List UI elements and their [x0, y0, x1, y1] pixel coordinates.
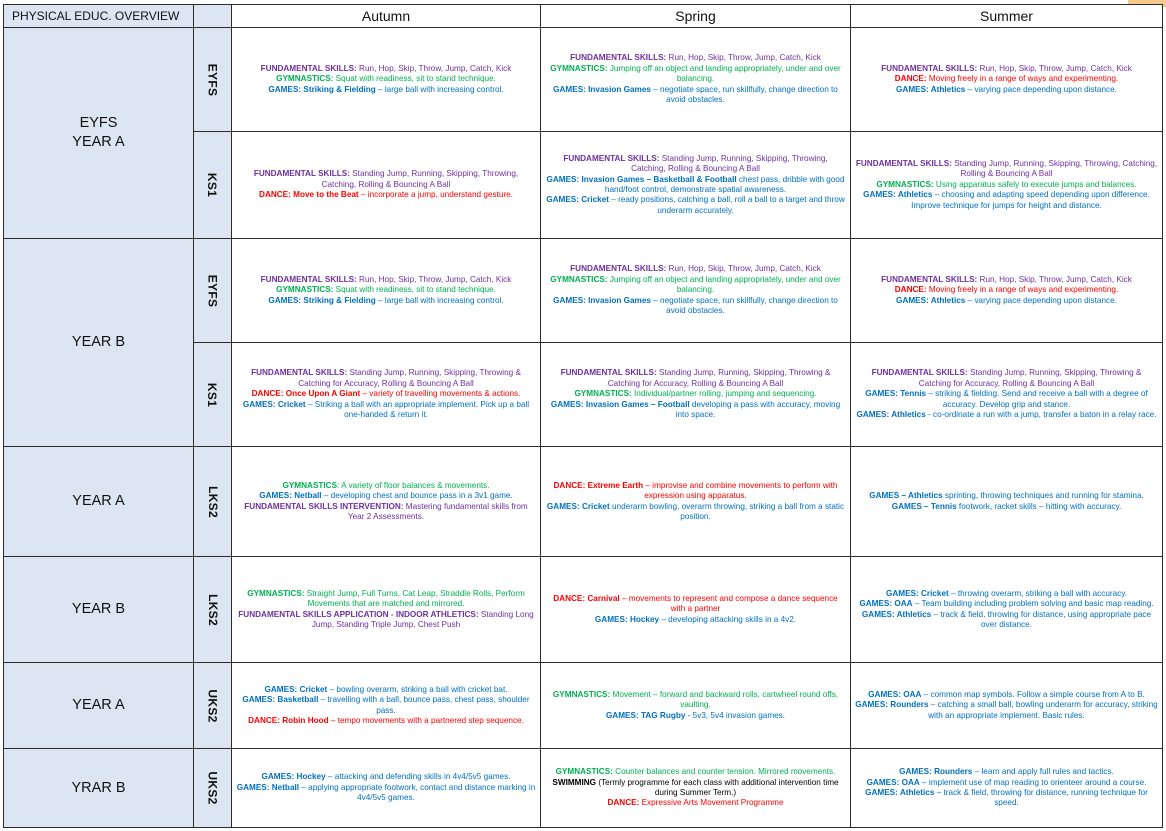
activity-line [855, 690, 1158, 700]
spring-cell [541, 663, 851, 749]
activity-text: – varying pace depending upon distance. [965, 84, 1117, 94]
table-row [4, 749, 1163, 828]
activity-line [855, 491, 1158, 501]
key-stage-cell [194, 663, 232, 749]
autumn-cell [232, 447, 541, 557]
activity-label: GAMES: Cricket [885, 588, 949, 598]
activity-line [236, 85, 536, 95]
activity-label: GAMES: OAA [859, 599, 913, 609]
activity-line [236, 481, 536, 491]
activity-line [855, 296, 1158, 306]
activity-label: GAMES: Rounders [855, 700, 929, 710]
activity-label: GYMNASTICS: [276, 285, 334, 295]
activity-label: DANCE: Extreme Earth [553, 480, 644, 490]
activity-line [855, 589, 1158, 599]
autumn-cell [232, 557, 541, 663]
autumn-cell [232, 343, 541, 447]
activity-line [236, 169, 536, 190]
activity-label: GAMES: Cricket [546, 501, 610, 511]
activity-text: Standing Jump, Running, Skipping, Throwing, Catching, Rolling & Bouncing A Ball [631, 153, 828, 174]
activity-line [236, 610, 536, 631]
activity-line [545, 711, 846, 721]
activity-text: Moving freely in a range of ways and experimenting. [926, 285, 1119, 295]
activity-text: – throwing overarm, striking a ball with accuracy. [948, 588, 1128, 598]
summer-cell [851, 132, 1163, 239]
activity-line [236, 296, 536, 306]
activity-text: – tempo movements with a partnered step sequence. [328, 715, 524, 725]
activity-text: – attacking and defending skills in 4v4/5v5 games. [325, 772, 511, 782]
activity-line [545, 264, 846, 274]
activity-text: Squat with readiness, sit to stand technique. [333, 285, 496, 295]
season-header-autumn: Autumn [232, 5, 541, 28]
activity-text: Standing Jump, Running, Skipping, Throwing & Catching for Accuracy, Rolling & Bouncing A Ball [918, 368, 1142, 388]
activity-label: GAMES: Basketball [242, 695, 319, 705]
activity-line [545, 175, 846, 196]
activity-text: – applying appropriate footwork, contact and distance marking in 4v4/5v5 games. [299, 782, 536, 803]
season-header-spring: Spring [541, 5, 851, 28]
activity-line [855, 74, 1158, 84]
activity-line [855, 599, 1158, 609]
activity-line [545, 389, 846, 399]
activity-label: GAMES: Athletics [896, 84, 966, 94]
activity-line [855, 180, 1158, 190]
key-stage-cell [194, 239, 232, 343]
activity-text: – striking & fielding. Send and receive a ball with a degree of accuracy. Develop grip and stance. [926, 389, 1148, 409]
activity-text: Run, Hop, Skip, Throw, Jump, Catch, Kick [666, 264, 821, 274]
activity-line [545, 296, 846, 317]
activity-text: developing a pass with accuracy, moving into space. [675, 399, 841, 420]
activity-label: GYMNASTICS: [552, 689, 611, 699]
activity-line [236, 491, 536, 501]
activity-line [855, 389, 1158, 410]
activity-text: Using apparatus safely to execute jumps and balances. [933, 179, 1137, 189]
activity-label: GAMES: Invasion Games – Basketball & Football [546, 174, 737, 184]
activity-text: – large ball with increasing control. [375, 84, 504, 94]
activity-line [236, 589, 536, 610]
activity-line [855, 700, 1158, 721]
activity-line [855, 285, 1158, 295]
key-stage-label: LKS2 [205, 485, 220, 518]
activity-text: Standing Jump, Running, Skipping, Throwing, Catching, Rolling & Bouncing A Ball [321, 169, 519, 189]
activity-label: FUNDAMENTAL SKILLS: [253, 169, 350, 179]
activity-line [545, 690, 846, 711]
activity-line [545, 767, 846, 777]
activity-text: – large ball with increasing control. [375, 295, 504, 305]
activity-line [855, 502, 1158, 512]
activity-text: – Striking a ball with an appropriate implement. Pick up a ball one-handed & return it. [305, 399, 530, 420]
activity-text: - co-ordinate a run with a jump, transfer a baton in a relay race. [925, 410, 1157, 420]
activity-label: DANCE: [894, 285, 927, 295]
table-row [4, 663, 1163, 749]
activity-line [545, 502, 846, 523]
activity-line [545, 195, 846, 216]
year-label: YEAR B [4, 557, 194, 663]
activity-text: Run, Hop, Skip, Throw, Jump, Catch, Kick [356, 63, 512, 73]
activity-label: GYMNASTICS: [550, 274, 608, 284]
activity-label: GAMES: Athletics [865, 788, 935, 797]
activity-label: GAMES: Striking & Fielding [268, 84, 376, 94]
activity-label: FUNDAMENTAL SKILLS: [570, 264, 667, 274]
summer-cell [851, 447, 1163, 557]
activity-line [236, 695, 536, 716]
activity-label: DANCE: [607, 798, 640, 808]
table-title: PHYSICAL EDUC. OVERVIEW [4, 5, 194, 28]
key-stage-label: LKS2 [205, 593, 220, 626]
activity-label: GAMES: Tennis [865, 389, 927, 399]
activity-label: GAMES: Hockey [261, 772, 326, 782]
activity-label: GAMES: Rounders [899, 767, 973, 777]
activity-line [545, 64, 846, 85]
activity-line [236, 74, 536, 84]
key-stage-label: UKS2 [205, 771, 220, 805]
header-row [4, 5, 1163, 28]
activity-label: FUNDAMENTAL SKILLS: [881, 63, 978, 73]
activity-text: Expressive Arts Movement Programme [639, 798, 784, 808]
activity-text: – travelling with a ball, bounce pass, chest pass, shoulder pass. [318, 695, 530, 715]
activity-line [855, 64, 1158, 74]
activity-text: – negotiate space, run skillfully, change direction to avoid obstacles. [650, 84, 838, 105]
activity-text: – developing chest and bounce pass in a 3v1 game. [321, 491, 513, 501]
activity-label: GAMES: Cricket [546, 195, 610, 205]
activity-label: DANCE: Once Upon A Giant [251, 389, 361, 399]
activity-line [236, 502, 536, 523]
summer-cell [851, 28, 1163, 132]
summer-cell [851, 663, 1163, 749]
activity-line [236, 285, 536, 295]
activity-label: FUNDAMENTAL SKILLS: [563, 153, 660, 163]
activity-line [855, 190, 1158, 211]
activity-line [236, 190, 536, 200]
activity-label: GYMNASTICS [282, 480, 338, 490]
spring-cell [541, 343, 851, 447]
activity-text: Standing Jump, Running, Skipping, Throwing, Catching, Rolling & Bouncing A Ball [952, 158, 1158, 179]
activity-label: GYMNASTICS: [247, 588, 305, 598]
activity-line [545, 778, 846, 799]
activity-line [236, 685, 536, 695]
activity-text: – Team building including problem solving and basic map reading. [912, 599, 1154, 609]
activity-text: - 5v3, 5v4 invasion games. [685, 710, 786, 720]
activity-text: Run, Hop, Skip, Throw, Jump, Catch, Kick [356, 274, 512, 284]
activity-text: – negotiate space, run skillfully, change direction to avoid obstacles. [650, 295, 838, 316]
activity-label: GYMNASTICS: [574, 389, 632, 399]
activity-label: GAMES: Striking & Fielding [268, 295, 376, 305]
activity-label: GYMNASTICS: [555, 767, 613, 777]
activity-line [855, 778, 1158, 788]
autumn-cell [232, 239, 541, 343]
activity-label: GAMES: TAG Rugby [605, 710, 686, 720]
autumn-cell [232, 749, 541, 828]
activity-text: underarm bowling, overarm throwing, striking a ball from a static position. [609, 501, 845, 521]
activity-label: GAMES: Netball [236, 782, 300, 792]
year-label: EYFS YEAR A [4, 28, 194, 239]
spring-cell [541, 132, 851, 239]
key-stage-cell [194, 749, 232, 828]
activity-line [545, 594, 846, 615]
activity-line [236, 389, 536, 399]
activity-label: FUNDAMENTAL SKILLS: [260, 63, 357, 73]
key-stage-cell [194, 132, 232, 239]
activity-line [236, 400, 536, 421]
activity-label: FUNDAMENTAL SKILLS: [560, 368, 657, 378]
activity-line [855, 410, 1158, 420]
activity-line [545, 154, 846, 175]
activity-text: Individual/partner rolling, jumping and sequencing. [631, 389, 817, 399]
key-stage-label: KS1 [205, 382, 220, 407]
activity-line [545, 85, 846, 106]
activity-text: – catching a small ball, bowling underarm for accuracy, striking with an appropriate implement. Basic rules. [928, 700, 1158, 720]
key-stage-label: UKS2 [205, 688, 220, 723]
activity-line [545, 53, 846, 63]
activity-label: GAMES – Tennis [891, 501, 957, 511]
activity-label: GYMNASTICS: [276, 74, 334, 84]
activity-label: GAMES: OAA [866, 777, 920, 787]
activity-text: – improvise and combine movements to perform with expression using apparatus. [643, 480, 838, 501]
activity-text: Mastering fundamental skills from Year 2 Assessments. [347, 501, 528, 521]
activity-label: GAMES: OAA [868, 689, 922, 699]
activity-line [236, 368, 536, 389]
activity-text: Jumping off an object and landing appropriately, under and over balancing. [607, 63, 841, 84]
year-label: YEAR A [4, 447, 194, 557]
activity-label: GAMES: Invasion Games [553, 295, 651, 305]
activity-line [236, 275, 536, 285]
activity-text: – learn and apply full rules and tactics. [972, 767, 1114, 777]
table-row [4, 239, 1163, 343]
activity-label: GAMES: Invasion Games [553, 84, 651, 94]
activity-line [855, 767, 1158, 777]
activity-text: Moving freely in a range of ways and experimenting. [926, 74, 1119, 84]
activity-text: sprinting, throwing techniques and running for stamina. [942, 491, 1144, 501]
activity-text: Movement – forward and backward rolls, cartwheel round offs, vaulting. [610, 689, 839, 710]
activity-label: GAMES: Cricket [264, 684, 328, 694]
activity-line [855, 275, 1158, 285]
activity-text: – movements to represent and compose a dance sequence with a partner [619, 593, 838, 614]
spring-cell [541, 447, 851, 557]
year-label: YEAR A [4, 663, 194, 749]
activity-label: SWIMMING [552, 777, 597, 787]
year-label: YRAR B [4, 749, 194, 828]
activity-label: FUNDAMENTAL SKILLS: [251, 368, 348, 378]
key-stage-cell [194, 28, 232, 132]
activity-label: GAMES – Athletics [869, 491, 943, 501]
activity-text: – ready positions, catching a ball, roll a ball to a target and throw underarm accurately. [609, 195, 845, 215]
activity-text: Run, Hop, Skip, Throw, Jump, Catch, Kick [666, 53, 821, 63]
key-stage-cell [194, 343, 232, 447]
summer-cell [851, 557, 1163, 663]
activity-text: – bowling overarm, striking a ball with cricket bat. [327, 684, 508, 694]
activity-label: FUNDAMENTAL SKILLS: [881, 274, 978, 284]
activity-text: Standing Jump, Running, Skipping, Throwing & Catching for Accuracy, Rolling & Bouncing A Ball [298, 368, 521, 388]
activity-line [855, 610, 1158, 631]
activity-label: FUNDAMENTAL SKILLS: [871, 368, 968, 378]
activity-line [545, 481, 846, 502]
activity-line [545, 368, 846, 389]
activity-text: footwork, racket skills – hitting with accuracy. [956, 501, 1122, 511]
activity-line [236, 716, 536, 726]
activity-text: : A variety of floor balances & movements. [337, 480, 490, 490]
activity-label: DANCE: Move to the Beat [259, 190, 359, 200]
activity-line [855, 368, 1158, 389]
activity-text: Counter balances and counter tension. Mirrored movements. [612, 767, 836, 777]
activity-label: FUNDAMENTAL SKILLS: [855, 158, 952, 168]
activity-text: – track & field, throwing for distance, using appropriate pace over distance. [931, 609, 1152, 629]
activity-line [855, 159, 1158, 180]
activity-text: Squat with readiness, sit to stand technique. [333, 74, 496, 84]
activity-label: GAMES: Athletics [896, 295, 966, 305]
activity-text: – developing attacking skills in a 4v2. [659, 614, 797, 624]
activity-text: Jumping off an object and landing appropriately, under and over balancing. [607, 274, 841, 295]
activity-label: FUNDAMENTAL SKILLS: [260, 274, 357, 284]
key-stage-label: EYFS [205, 63, 220, 96]
activity-text: – implement use of map reading to orienteer around a course. [919, 777, 1147, 787]
season-header-summer: Summer [851, 5, 1163, 28]
summer-cell [851, 343, 1163, 447]
activity-text: chest pass, dribble with good hand/foot control, demonstrate spatial awareness. [604, 174, 845, 194]
activity-line [236, 783, 536, 804]
activity-text: Standing Long Jump, Standing Triple Jump, Chest Push [311, 609, 534, 629]
activity-text: – varying pace depending upon distance. [965, 295, 1117, 305]
spring-cell [541, 557, 851, 663]
activity-label: GAMES: Athletics [861, 609, 932, 619]
activity-text: – choosing and adapting speed depending upon difference. Improve technique for jumps for height and distance. [911, 190, 1150, 210]
activity-label: DANCE: Carnival [553, 593, 620, 603]
activity-text: Run, Hop, Skip, Throw, Jump, Catch, Kick [977, 63, 1132, 73]
activity-text: Standing Jump, Running, Skipping, Throwing & Catching for Accuracy, Rolling & Bouncing A Ball [607, 368, 831, 388]
activity-line [236, 772, 536, 782]
key-stage-cell [194, 557, 232, 663]
activity-text: (Termly programme for each class with additional intervention time during Summer Term.) [596, 777, 839, 797]
activity-line [545, 400, 846, 421]
autumn-cell [232, 663, 541, 749]
activity-label: DANCE: Robin Hood [248, 715, 329, 725]
activity-text: – track & field, throwing for distance, running technique for speed. [934, 788, 1148, 808]
table-row [4, 447, 1163, 557]
activity-text: – common map symbols. Follow a simple course from A to B. [921, 689, 1145, 699]
year-label: YEAR B [4, 239, 194, 447]
activity-label: GAMES: Netball [259, 491, 322, 501]
spring-cell [541, 749, 851, 828]
activity-label: GYMNASTICS: [876, 179, 934, 189]
activity-label: FUNDAMENTAL SKILLS: [570, 53, 667, 63]
activity-label: DANCE: [894, 74, 927, 84]
key-stage-label: KS1 [205, 172, 220, 198]
activity-line [545, 798, 846, 808]
activity-line [236, 64, 536, 74]
pe-overview-table [3, 4, 1163, 828]
spring-cell [541, 28, 851, 132]
table-row [4, 28, 1163, 132]
summer-cell [851, 749, 1163, 828]
summer-cell [851, 239, 1163, 343]
activity-text: – incorporate a jump, understand gesture. [358, 190, 513, 200]
activity-label: GAMES: Invasion Games – Football [550, 399, 690, 409]
activity-label: FUNDAMENTAL SKILLS APPLICATION - INDOOR ATHLETICS: [238, 609, 479, 619]
key-stage-cell [194, 447, 232, 557]
activity-text: Run, Hop, Skip, Throw, Jump, Catch, Kick [977, 274, 1132, 284]
activity-text: Straight Jump, Full Turns, Cat Leap, Straddle Rolls, Perform Movements that are matched and mirrored. [304, 588, 525, 609]
spring-cell [541, 239, 851, 343]
activity-text: – variety of travelling movements & actions. [360, 389, 521, 399]
autumn-cell [232, 28, 541, 132]
table-row [4, 557, 1163, 663]
key-stage-label: EYFS [205, 274, 220, 307]
activity-line [545, 275, 846, 296]
activity-line [545, 615, 846, 625]
activity-label: GAMES: Cricket [242, 399, 306, 409]
activity-label: GAMES: Hockey [594, 614, 660, 624]
activity-label: GAMES: Athletics [863, 190, 933, 200]
activity-label: FUNDAMENTAL SKILLS INTERVENTION: [244, 501, 404, 511]
activity-label: GAMES: Athletics [856, 410, 926, 420]
autumn-cell [232, 132, 541, 239]
activity-line [855, 788, 1158, 809]
activity-label: GYMNASTICS: [550, 63, 608, 73]
activity-line [855, 85, 1158, 95]
header-blank [194, 5, 232, 28]
